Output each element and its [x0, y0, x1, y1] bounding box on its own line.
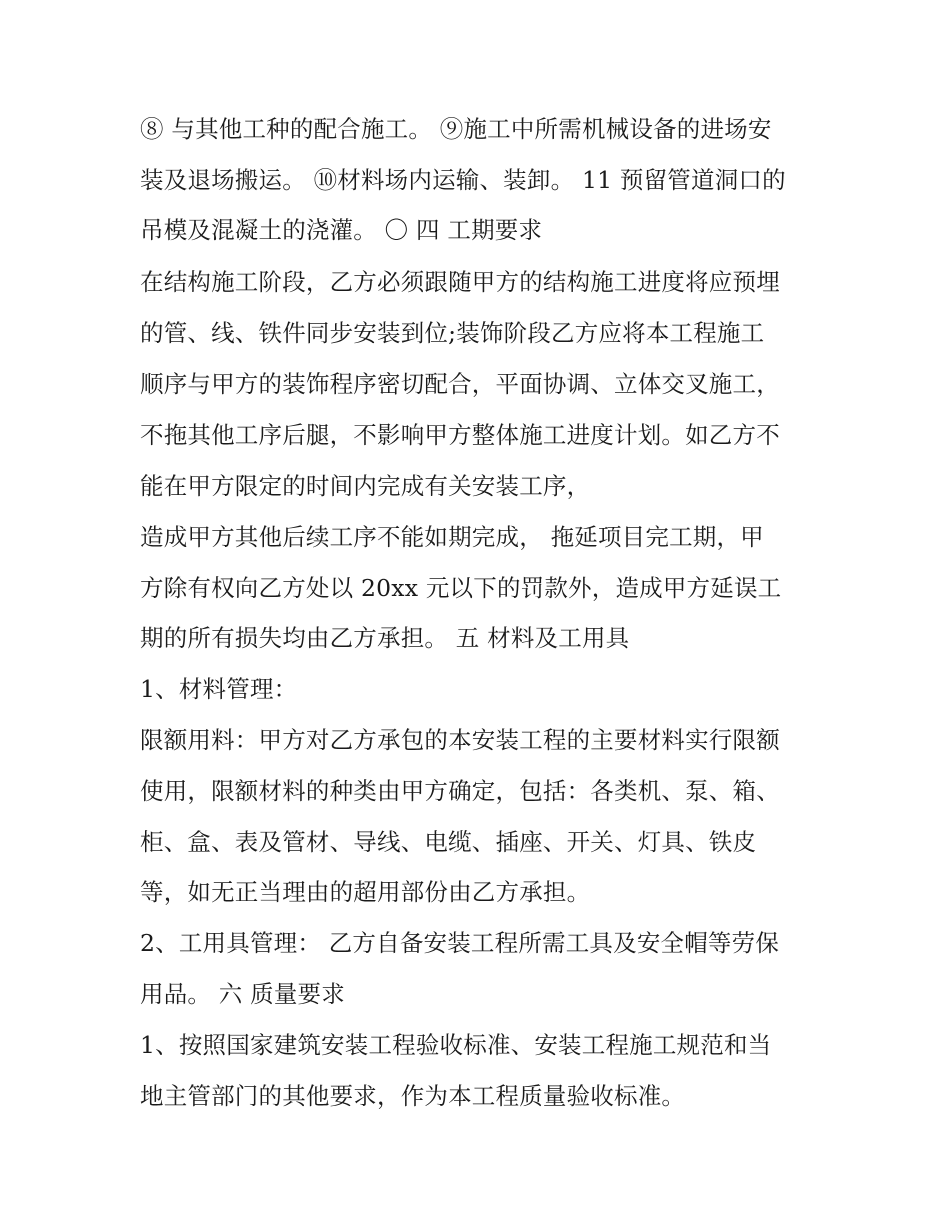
text-line: ⑧ 与其他工种的配合施工。 ⑨施工中所需机械设备的进场安 [140, 115, 772, 143]
text-line: 不拖其他工序后腿，不影响甲方整体施工进度计划。如乙方不 [140, 421, 780, 449]
text-line: 1、按照国家建筑安装工程验收标准、安装工程施工规范和当 [140, 1031, 772, 1059]
text-line: 等，如无正当理由的超用部份由乙方承担。 [140, 878, 591, 906]
text-line: 装及退场搬运。 ⑩材料场内运输、装卸。 11 预留管道洞口的 [140, 166, 786, 194]
text-line: 方除有权向乙方处以 20xx 元以下的罚款外，造成甲方延误工 [140, 574, 782, 602]
text-line: 使用，限额材料的种类由甲方确定，包括：各类机、泵、箱、 [140, 777, 780, 805]
text-line: 柜、盒、表及管材、导线、电缆、插座、开关、灯具、铁皮 [140, 828, 757, 856]
text-line: 的管、线、铁件同步安装到位;装饰阶段乙方应将本工程施工 [140, 319, 765, 347]
text-line: 造成甲方其他后续工序不能如期完成， 拖延项目完工期，甲 [140, 523, 764, 551]
text-line: 用品。 六 质量要求 [140, 980, 345, 1008]
text-line: 能在甲方限定的时间内完成有关安装工序， [140, 472, 591, 500]
text-line: 地主管部门的其他要求，作为本工程质量验收标准。 [140, 1082, 686, 1110]
text-line: 顺序与甲方的装饰程序密切配合，平面协调、立体交叉施工， [140, 370, 780, 398]
text-line: 吊模及混凝土的浇灌。 〇 四 工期要求 [140, 216, 543, 244]
text-line: 1、材料管理： [140, 675, 298, 703]
text-line: 限额用料：甲方对乙方承包的本安装工程的主要材料实行限额 [140, 726, 780, 754]
text-line: 期的所有损失均由乙方承担。 五 材料及工用具 [140, 624, 630, 652]
text-line: 2、工用具管理： 乙方自备安装工程所需工具及安全帽等劳保 [140, 929, 780, 957]
text-line: 在结构施工阶段，乙方必须跟随甲方的结构施工进度将应预埋 [140, 268, 780, 296]
